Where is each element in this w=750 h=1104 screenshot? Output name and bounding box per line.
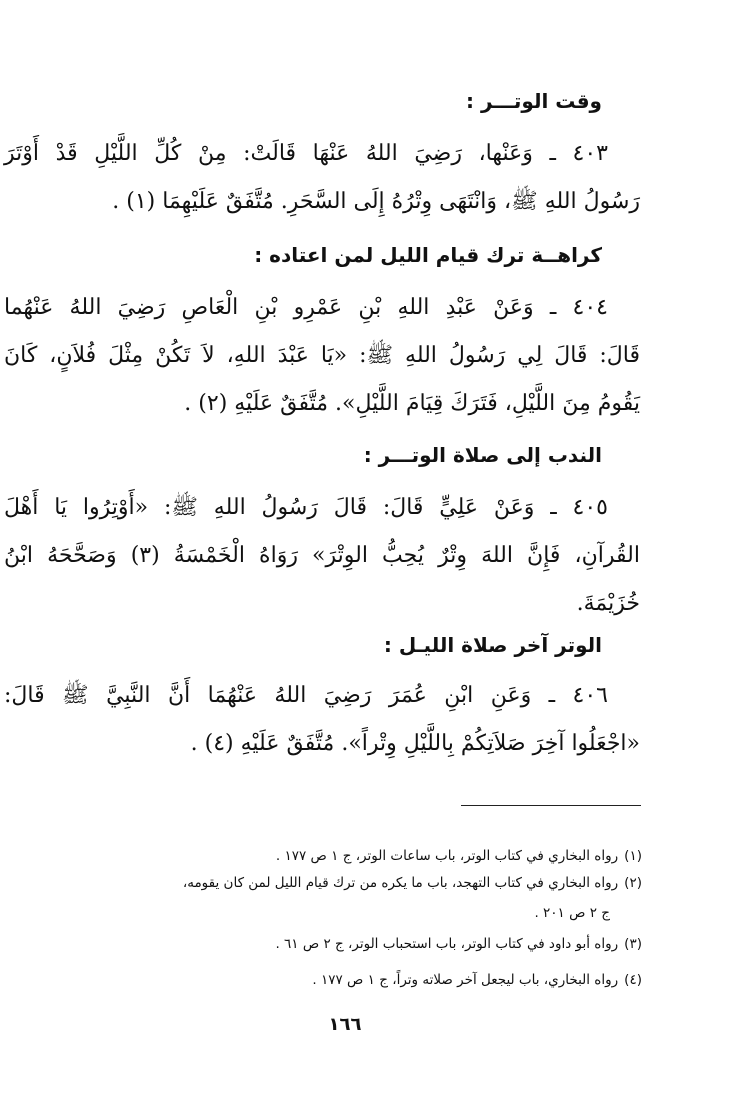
footnote-number: (٤) [624,972,642,988]
footnote-4 [2,967,642,993]
hadith-403-line-1: ٤٠٣ ـ وَعَنْها، رَضِيَ اللهُ عَنْهَا قَالَتْ: مِنْ كُلِّ اللَّيْلِ قَدْ أَوْتَرَ [4,141,608,166]
hadith-405-line-1: ٤٠٥ ـ وَعَنْ عَلِيٍّ قَالَ: قَالَ رَسُولُ اللهِ ﷺ: «أَوْتِرُوا يَا أَهْلَ [4,495,608,520]
hadith-404 [4,284,640,428]
footnote-text: رواه أبو داود في كتاب الوتر، باب استحباب الوتر، ج ٢ ص ٦١ . [275,936,619,952]
section-heading-witr-time: وقت الوتـــر : [466,89,602,113]
hadith-406-line-1: ٤٠٦ ـ وَعَنِ ابْنِ عُمَرَ رَضِيَ اللهُ عَنْهُمَا أَنَّ النَّبِيَّ ﷺ قَالَ: [4,683,608,708]
hadith-405 [4,484,640,628]
hadith-406-line-2: «اجْعَلُوا آخِرَ صَلاَتِكُمْ بِاللَّيْلِ وِتْراً». مُتَّفَقٌ عَلَيْهِ (٤) . [190,731,640,756]
footnote-2 [2,870,642,896]
footnote-text: رواه البخاري في كتاب الوتر، باب ساعات الوتر، ج ١ ص ١٧٧ . [275,848,619,864]
hadith-403-line-2: رَسُولُ اللهِ ﷺ، وَانْتَهَى وِتْرُهُ إِلَى السَّحَرِ. مُتَّفَقٌ عَلَيْهِمَا (١) . [112,189,640,214]
hadith-405-line-3: خُزَيْمَةَ. [576,591,640,616]
footnote-number: (١) [624,848,642,864]
hadith-405-line-2: القُرآنِ، فَإِنَّ اللهَ وِتْرٌ يُحِبُّ الوِتْرَ» رَوَاهُ الْخَمْسَةُ (٣) وَصَحَّحَهُ ابْنُ [4,543,640,568]
hadith-403 [4,130,640,226]
hadith-404-line-1: ٤٠٤ ـ وَعَنْ عَبْدِ اللهِ بْنِ عَمْرِو بْنِ الْعَاصِ رَضِيَ اللهُ عَنْهُما [4,295,608,320]
footnote-separator [461,805,641,806]
footnote-text: رواه البخاري، باب ليجعل آخر صلاته وتراً، ج ١ ص ١٧٧ . [312,972,619,988]
footnote-3 [2,931,642,957]
footnote-2-continuation: ج ٢ ص ٢٠١ . [534,905,610,921]
hadith-406 [4,672,640,768]
section-heading-witr-last-prayer: الوتر آخر صلاة الليـل : [383,633,602,657]
footnote-1 [2,843,642,869]
page-number: ١٦٦ [328,1014,362,1035]
hadith-404-line-2: قَالَ: قَالَ لِي رَسُولُ اللهِ ﷺ: «يَا عَبْدَ اللهِ، لاَ تَكُنْ مِثْلَ فُلاَنٍ، كَانَ [4,343,640,368]
section-heading-abandoning-night-prayer: كراهــة ترك قيام الليل لمن اعتاده : [254,243,602,267]
section-heading-encouraging-witr: الندب إلى صلاة الوتـــر : [363,443,602,467]
footnote-number: (٣) [624,936,642,952]
footnote-text: رواه البخاري في كتاب التهجد، باب ما يكره من ترك قيام الليل لمن كان يقومه، [182,875,619,891]
footnote-number: (٢) [624,875,642,891]
hadith-404-line-3: يَقُومُ مِنَ اللَّيْلِ، فَتَرَكَ قِيَامَ اللَّيْلِ». مُتَّفَقٌ عَلَيْهِ (٢) . [184,391,640,416]
